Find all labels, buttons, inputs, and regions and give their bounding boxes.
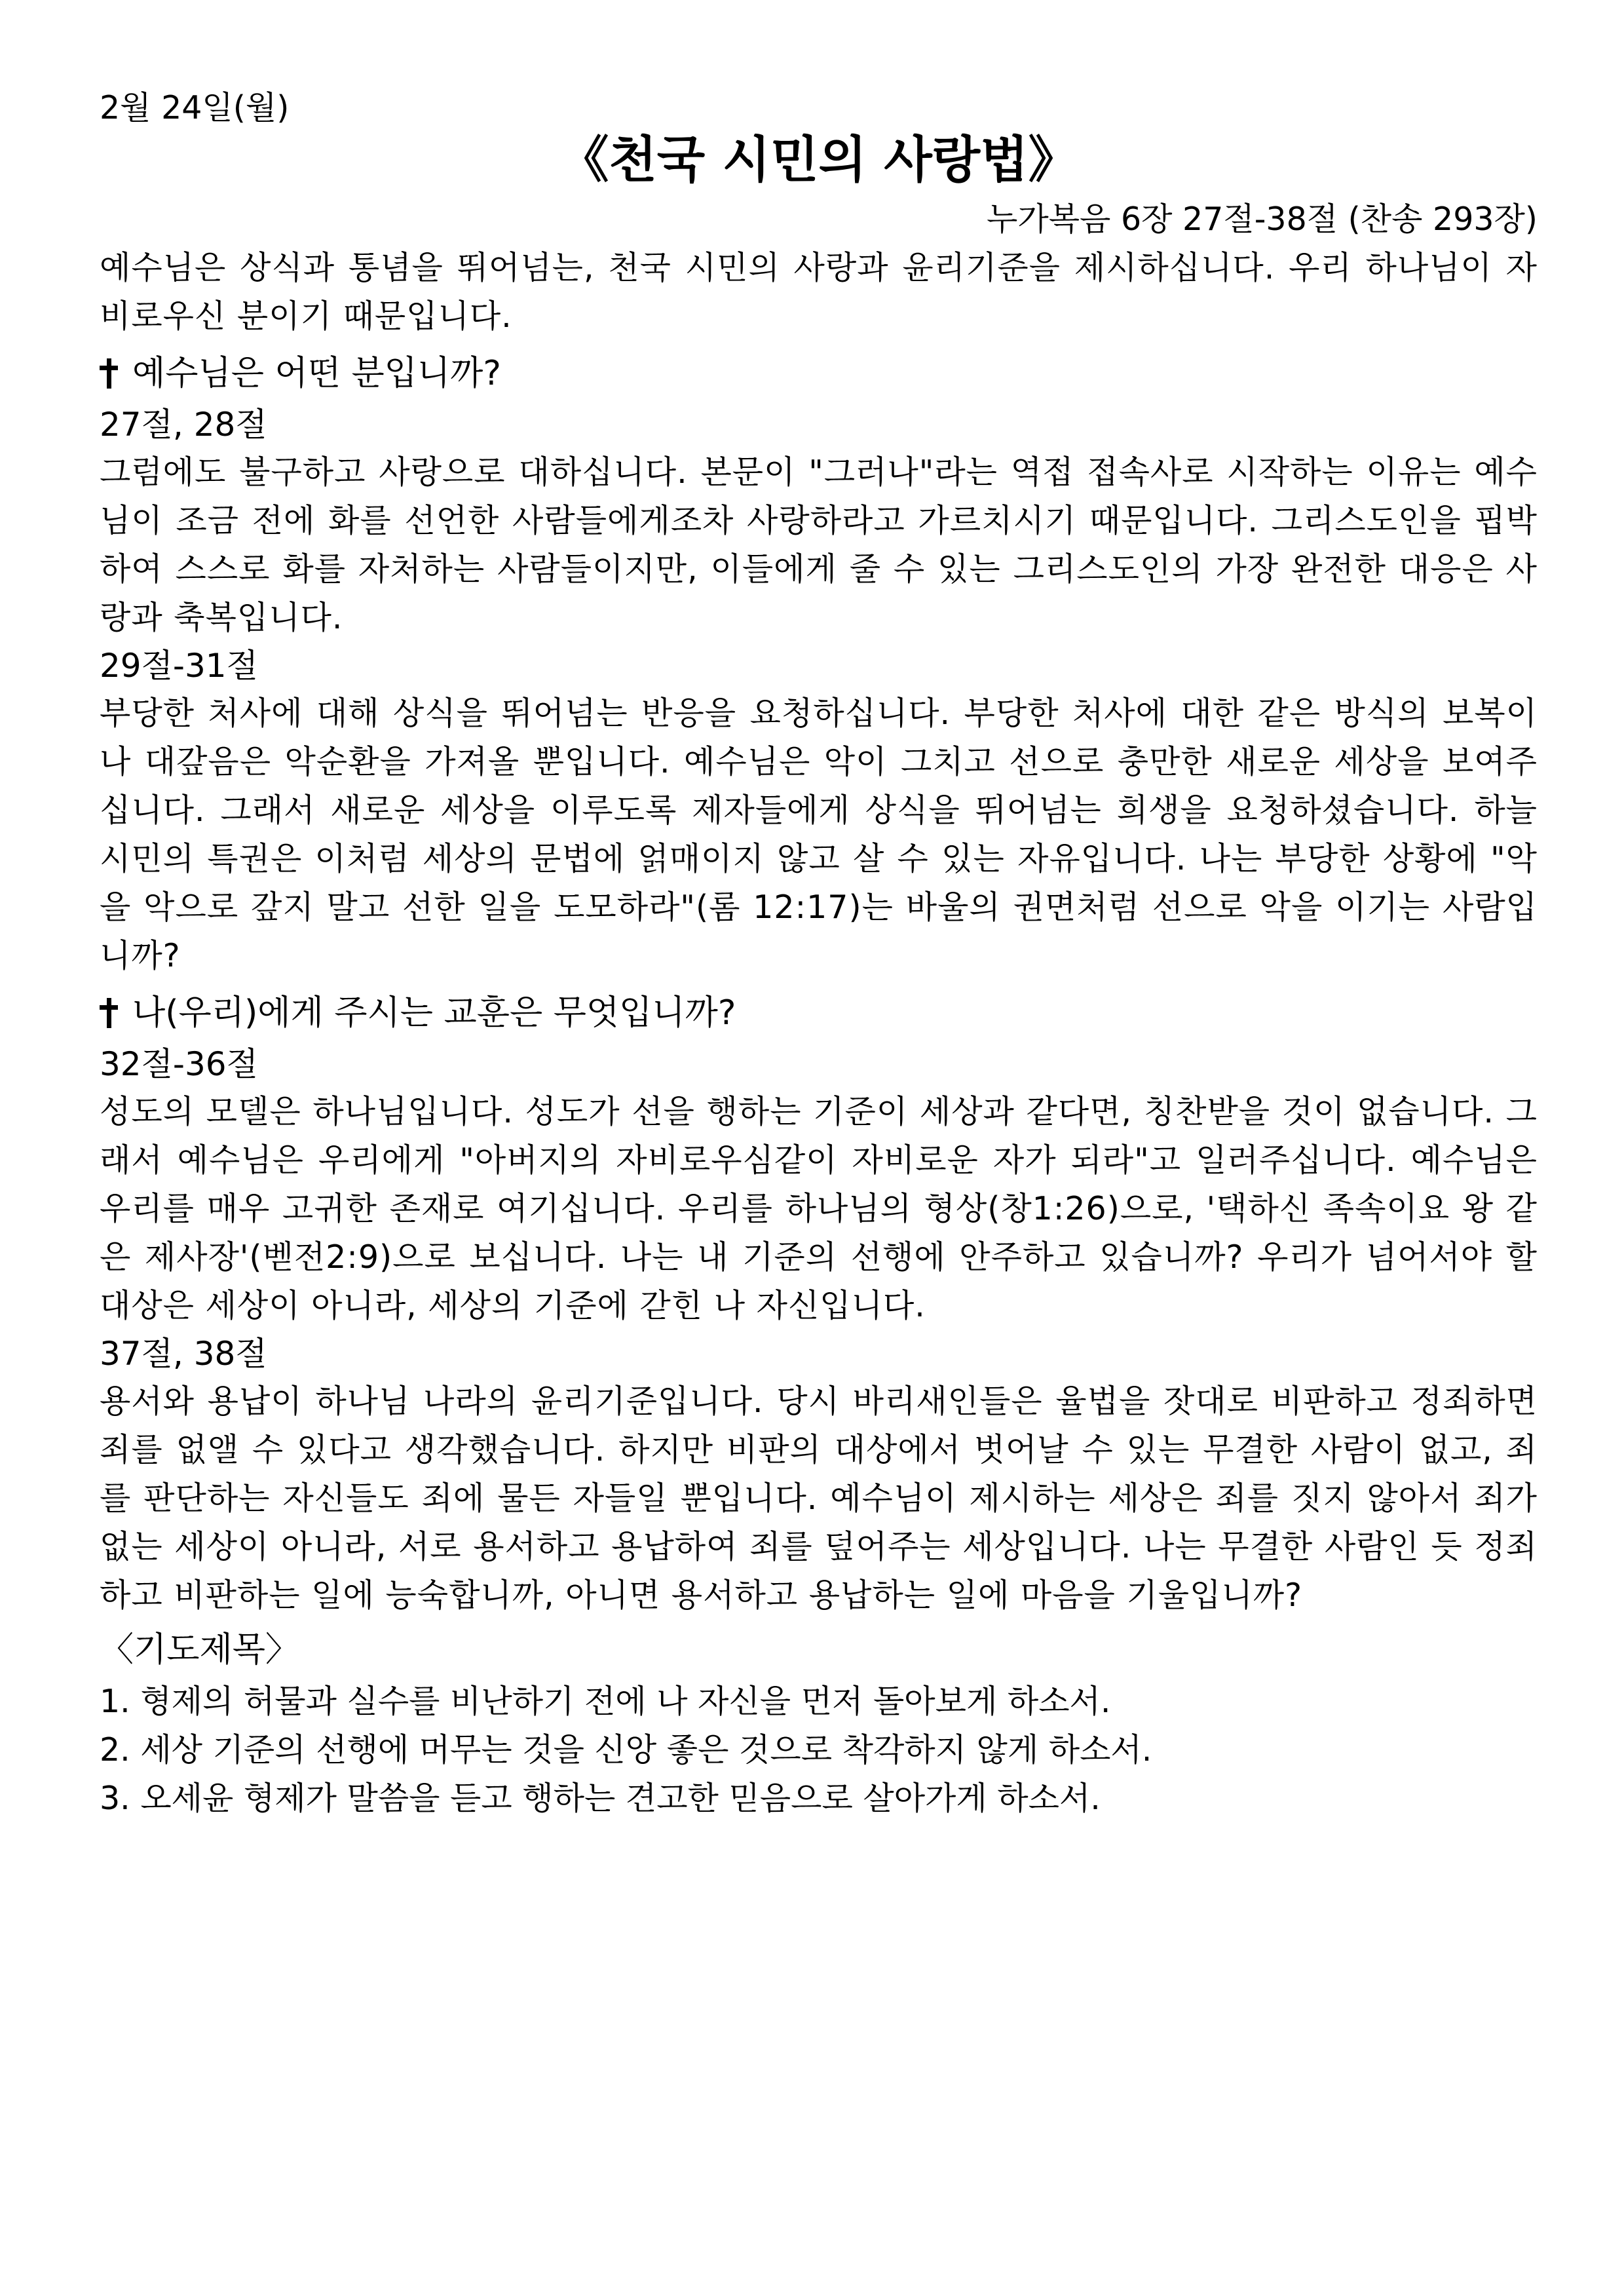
verse-label: 29절-31절	[100, 647, 258, 685]
prayer-heading: 〈기도제목〉	[100, 1630, 299, 1670]
section-heading-text: 나(우리)에게 주시는 교훈은 무엇입니까?	[132, 993, 736, 1033]
cross-icon	[100, 998, 118, 1028]
section-heading	[100, 985, 1538, 1041]
intro-paragraph: 예수님은 상식과 통념을 뛰어넘는, 천국 시민의 사랑과 윤리기준을 제시하십니다. 우리 하나님이 자비로우신 분이기 때문입니다.	[100, 249, 1538, 335]
prayer-item: 1. 형제의 허물과 실수를 비난하기 전에 나 자신을 먼저 돌아보게 하소서.	[100, 1683, 1111, 1720]
section-heading-text: 예수님은 어떤 분입니까?	[132, 354, 501, 393]
body-paragraph: 그럼에도 불구하고 사랑으로 대하십니다. 본문이 "그러나"라는 역접 접속사로 시작하는 이유는 예수님이 조금 전에 화를 선언한 사람들에게조차 사랑하라고 가르치시기 때문입니다. 그리스도인을 핍박하여 스스로 화를 자처하는 사람들이지만, 이들에게 줄 수 있는 그리스도인의 가장 완전한 대응은 사랑과 축복입니다.	[100, 453, 1538, 636]
page-title: 《천국 시민의 사랑법》	[559, 130, 1078, 189]
body-paragraph: 용서와 용납이 하나님 나라의 윤리기준입니다. 당시 바리새인들은 율법을 잣대로 비판하고 정죄하면 죄를 없앨 수 있다고 생각했습니다. 하지만 비판의 대상에서 벗어날 수 있는 무결한 사람이 없고, 죄를 판단하는 자신들도 죄에 물든 자들일 뿐입니다. 예수님이 제시하는 세상은 죄를 짓지 않아서 죄가 없는 세상이 아니라, 서로 용서하고 용납하여 죄를 덮어주는 세상입니다. 나는 무결한 사람인 듯 정죄하고 비판하는 일에 능숙합니까, 아니면 용서하고 용납하는 일에 마음을 기울입니까?	[100, 1383, 1538, 1614]
body-paragraph: 성도의 모델은 하나님입니다. 성도가 선을 행하는 기준이 세상과 같다면, 칭찬받을 것이 없습니다. 그래서 예수님은 우리에게 "아버지의 자비로우심같이 자비로운 자가 되라"고 일러주십니다. 예수님은 우리를 매우 고귀한 존재로 여기십니다. 우리를 하나님의 형상(창1:26)으로, '택하신 족속이요 왕 같은 제사장'(벧전2:9)으로 보십니다. 나는 내 기준의 선행에 안주하고 있습니까? 우리가 넘어서야 할 대상은 세상이 아니라, 세상의 기준에 갇힌 나 자신입니다.	[100, 1093, 1538, 1324]
verse-label: 37절, 38절	[100, 1335, 267, 1373]
verse-label: 32절-36절	[100, 1045, 258, 1083]
verse-label: 27절, 28절	[100, 406, 267, 444]
cross-icon	[100, 358, 118, 389]
section-heading	[100, 346, 1538, 401]
prayer-item: 3. 오세윤 형제가 말씀을 듣고 행하는 견고한 믿음으로 살아가게 하소서.	[100, 1780, 1101, 1817]
prayer-item: 2. 세상 기준의 선행에 머무는 것을 신앙 좋은 것으로 착각하지 않게 하소서.	[100, 1731, 1152, 1769]
date-label: 2월 24일(월)	[100, 89, 290, 126]
scripture-reference: 누가복음 6장 27절-38절 (찬송 293장)	[987, 201, 1538, 238]
body-paragraph: 부당한 처사에 대해 상식을 뛰어넘는 반응을 요청하십니다. 부당한 처사에 대한 같은 방식의 보복이나 대갚음은 악순환을 가져올 뿐입니다. 예수님은 악이 그치고 선으로 충만한 새로운 세상을 보여주십니다. 그래서 새로운 세상을 이루도록 제자들에게 상식을 뛰어넘는 희생을 요청하셨습니다. 하늘 시민의 특권은 이처럼 세상의 문법에 얽매이지 않고 살 수 있는 자유입니다. 나는 부당한 상황에 "악을 악으로 갚지 말고 선한 일을 도모하라"(롬 12:17)는 바울의 권면처럼 선으로 악을 이기는 사람입니까?	[100, 695, 1538, 974]
devotional-page	[100, 84, 1538, 1823]
